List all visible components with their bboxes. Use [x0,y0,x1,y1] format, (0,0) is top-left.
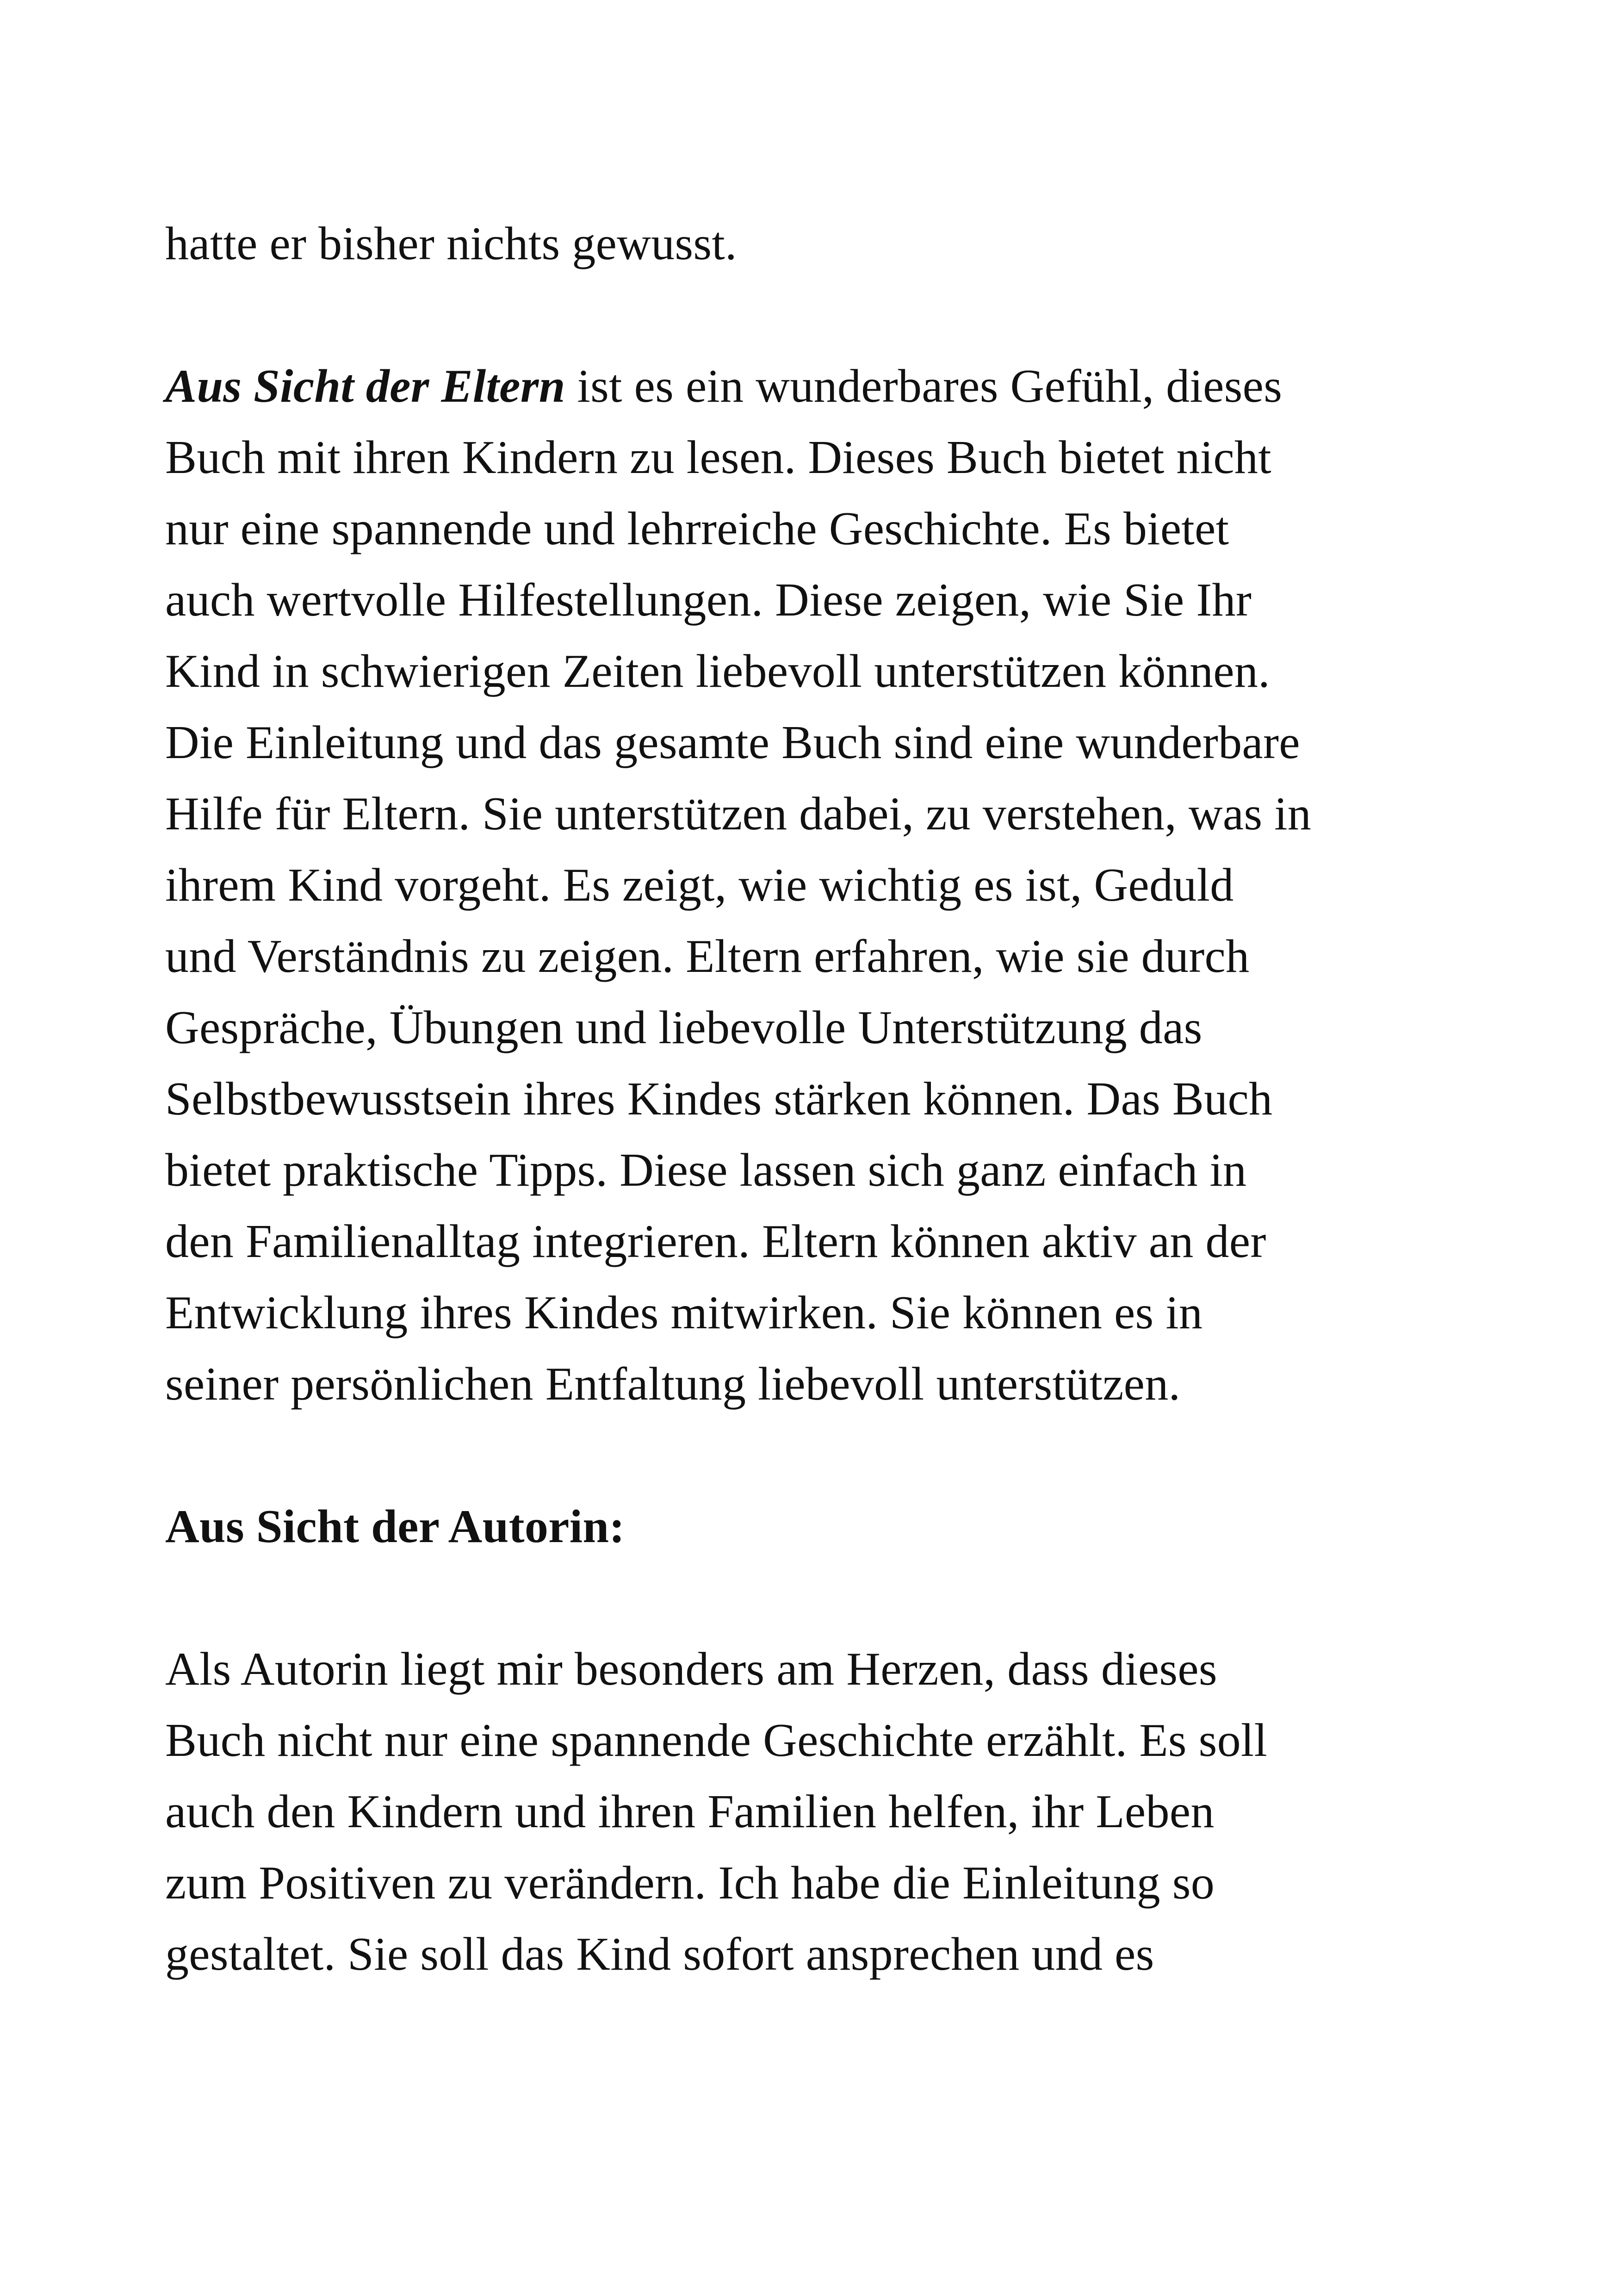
text-line: Kind in schwierigen Zeiten liebevoll unterstützen können. [165,645,1270,697]
parents-first-line-rest: ist es ein wunderbares Gefühl, dieses [565,360,1283,412]
paragraph-gap [165,1562,1461,1634]
text-line: Die Einleitung und das gesamte Buch sind eine wunderbare [165,716,1300,769]
paragraph-gap [165,1420,1461,1491]
text-line: seiner persönlichen Entfaltung liebevoll unterstützen. [165,1358,1181,1410]
text-line: Buch mit ihren Kindern zu lesen. Dieses Buch bietet nicht [165,431,1271,484]
text-line: nur eine spannende und lehrreiche Geschichte. Es bietet [165,503,1229,555]
text-line: ihrem Kind vorgeht. Es zeigt, wie wichtig es ist, Geduld [165,859,1234,911]
text-line: den Familienalltag integrieren. Eltern können aktiv an der [165,1215,1266,1268]
text-line: hatte er bisher nichts gewusst. [165,218,737,270]
text-line: Selbstbewusstsein ihres Kindes stärken können. Das Buch [165,1073,1273,1125]
parents-lead-phrase: Aus Sicht der Eltern [165,360,565,412]
text-line: auch wertvolle Hilfestellungen. Diese zeigen, wie Sie Ihr [165,574,1252,626]
author-section-heading: Aus Sicht der Autorin: [165,1500,625,1553]
text-line: Gespräche, Übungen und liebevolle Unterstützung das [165,1002,1203,1054]
text-line: zum Positiven zu verändern. Ich habe die Einleitung so [165,1857,1215,1909]
text-line: gestaltet. Sie soll das Kind sofort ansprechen und es [165,1928,1154,1980]
text-line: Als Autorin liegt mir besonders am Herzen, dass dieses [165,1643,1217,1695]
text-line: bietet praktische Tipps. Diese lassen sich ganz einfach in [165,1144,1247,1196]
text-line: Entwicklung ihres Kindes mitwirken. Sie können es in [165,1287,1203,1339]
text-line: Buch nicht nur eine spannende Geschichte erzählt. Es soll [165,1714,1268,1767]
page-body [165,208,1461,1990]
parents-first-line [165,351,1461,422]
text-line: und Verständnis zu zeigen. Eltern erfahren, wie sie durch [165,930,1250,983]
text-line: auch den Kindern und ihren Familien helfen, ihr Leben [165,1786,1215,1838]
text-line: Hilfe für Eltern. Sie unterstützen dabei, zu verstehen, was in [165,788,1312,840]
paragraph-gap [165,280,1461,351]
